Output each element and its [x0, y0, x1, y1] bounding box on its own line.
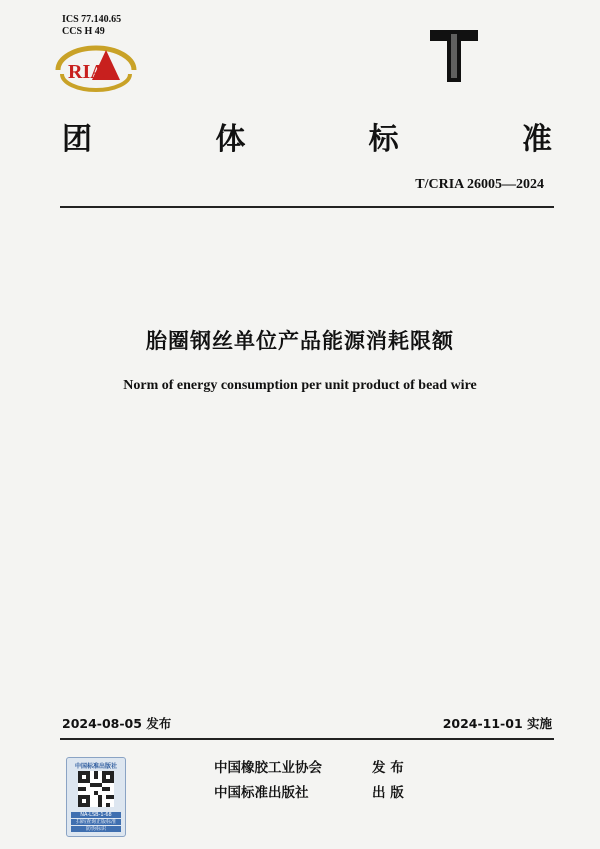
ics-code: ICS 77.140.65	[62, 14, 122, 25]
standard-t-icon	[428, 28, 480, 84]
group-standard-heading	[62, 114, 552, 158]
stamp-footer	[67, 812, 125, 833]
stamp-heading: 中国标准出版社	[74, 763, 117, 770]
heading-char: 体	[215, 122, 246, 157]
implement-date: 2024-11-01 实施	[442, 716, 552, 731]
heading-char: 准	[521, 122, 552, 157]
qr-code-icon	[78, 771, 114, 807]
publisher-role: 发 布	[372, 760, 404, 776]
publish-date: 2024-08-05 发布	[62, 716, 172, 731]
standard-code: T/CRIA 26005—2024	[415, 177, 544, 192]
press-role: 出 版	[372, 785, 404, 801]
stamp-line: NA-LSB-1-68	[71, 812, 121, 818]
anti-counterfeit-label	[66, 757, 126, 837]
heading-char: 团	[62, 122, 92, 157]
heading-char: 标	[368, 122, 399, 157]
publisher-row	[214, 756, 404, 776]
title-english: Norm of energy consumption per unit product of bead wire	[123, 378, 477, 393]
logo-text: RIA	[68, 61, 105, 83]
publisher-name: 中国橡胶工业协会	[214, 760, 322, 776]
classification-codes	[62, 14, 121, 38]
press-row	[214, 781, 404, 801]
press-name: 中国标准出版社	[214, 785, 309, 801]
stamp-line: 扫码查询正版标准	[71, 819, 121, 825]
ccs-code: CCS H 49	[62, 26, 105, 37]
top-divider	[60, 206, 554, 208]
title-chinese: 胎圈钢丝单位产品能源消耗限额	[146, 329, 454, 353]
cria-logo-icon	[50, 40, 142, 92]
bottom-divider	[60, 738, 554, 740]
stamp-line: 防伪标识	[71, 826, 121, 832]
